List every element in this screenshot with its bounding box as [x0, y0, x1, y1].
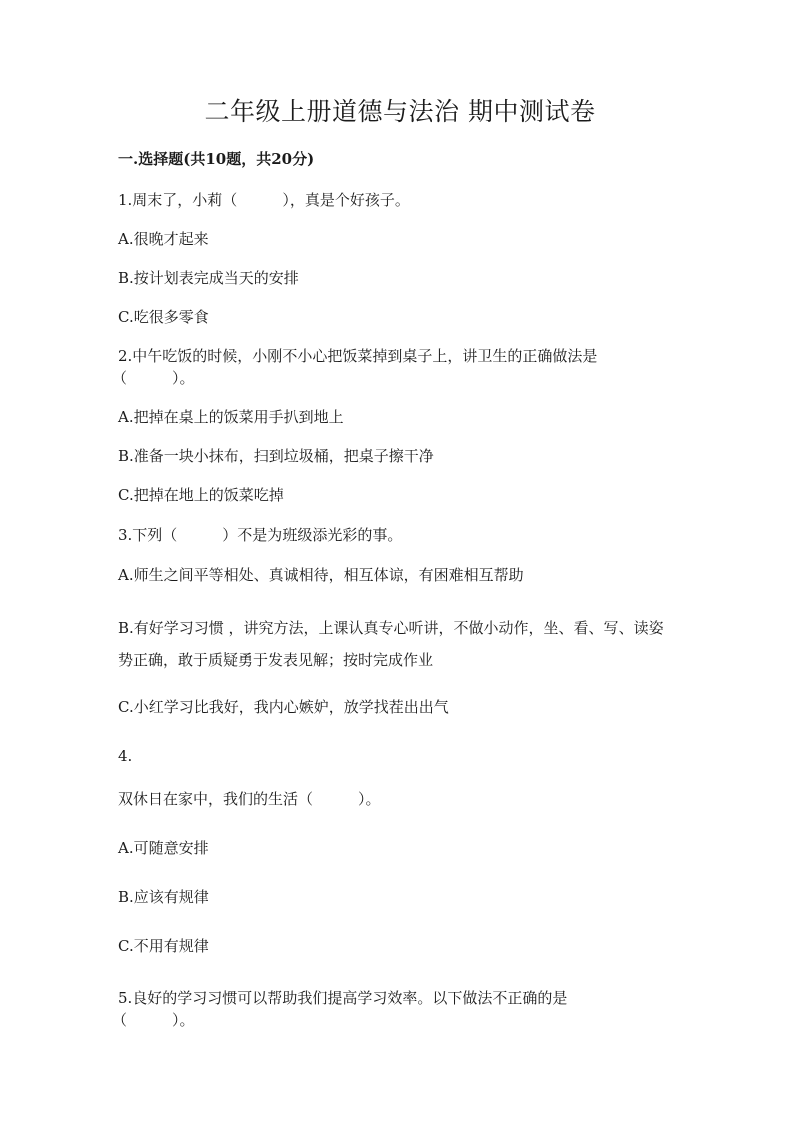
section-heading: 一.选择题(共10题，共20分) — [118, 150, 315, 168]
question-4-number: 4. — [118, 747, 133, 765]
question-4-option-c: C.不用有规律 — [118, 937, 209, 955]
question-3-stem: 3.下列（ ）不是为班级添光彩的事。 — [118, 526, 403, 544]
question-1-option-a: A.很晚才起来 — [118, 230, 209, 248]
question-2-stem: 2.中午吃饭的时候，小刚不小心把饭菜掉到桌子上，讲卫生的正确做法是 — [118, 347, 598, 365]
question-5-stem-continued: （ ）。 — [112, 1011, 195, 1029]
question-2-option-b: B.准备一块小抹布，扫到垃圾桶，把桌子擦干净 — [118, 447, 434, 465]
question-1-option-b: B.按计划表完成当天的安排 — [118, 269, 299, 287]
question-2-stem-continued: （ ）。 — [112, 369, 195, 387]
question-3-option-b: B.有好学习习惯 ，讲究方法，上课认真专心听讲，不做小动作，坐、看、写、读姿势正确，敢于质疑勇于发表见解；按时完成作业 — [118, 619, 664, 669]
question-1-stem: 1.周末了，小莉（ ），真是个好孩子。 — [118, 191, 410, 209]
question-2-option-a: A.把掉在桌上的饭菜用手扒到地上 — [118, 408, 344, 426]
question-1-option-c: C.吃很多零食 — [118, 308, 209, 326]
page-title: 二年级上册道德与法治 期中测试卷 — [204, 97, 596, 126]
question-4-option-b: B.应该有规律 — [118, 888, 209, 906]
question-2-option-c: C.把掉在地上的饭菜吃掉 — [118, 486, 284, 504]
question-4-stem: 双休日在家中，我们的生活（ ）。 — [118, 790, 381, 808]
question-3-option-c: C.小红学习比我好，我内心嫉妒，放学找茬出出气 — [118, 698, 449, 716]
question-3-option-a: A.师生之间平等相处、真诚相待，相互体谅，有困难相互帮助 — [118, 566, 524, 584]
question-4-option-a: A.可随意安排 — [118, 839, 209, 857]
question-5-stem: 5.良好的学习习惯可以帮助我们提高学习效率。以下做法不正确的是 — [118, 989, 568, 1007]
